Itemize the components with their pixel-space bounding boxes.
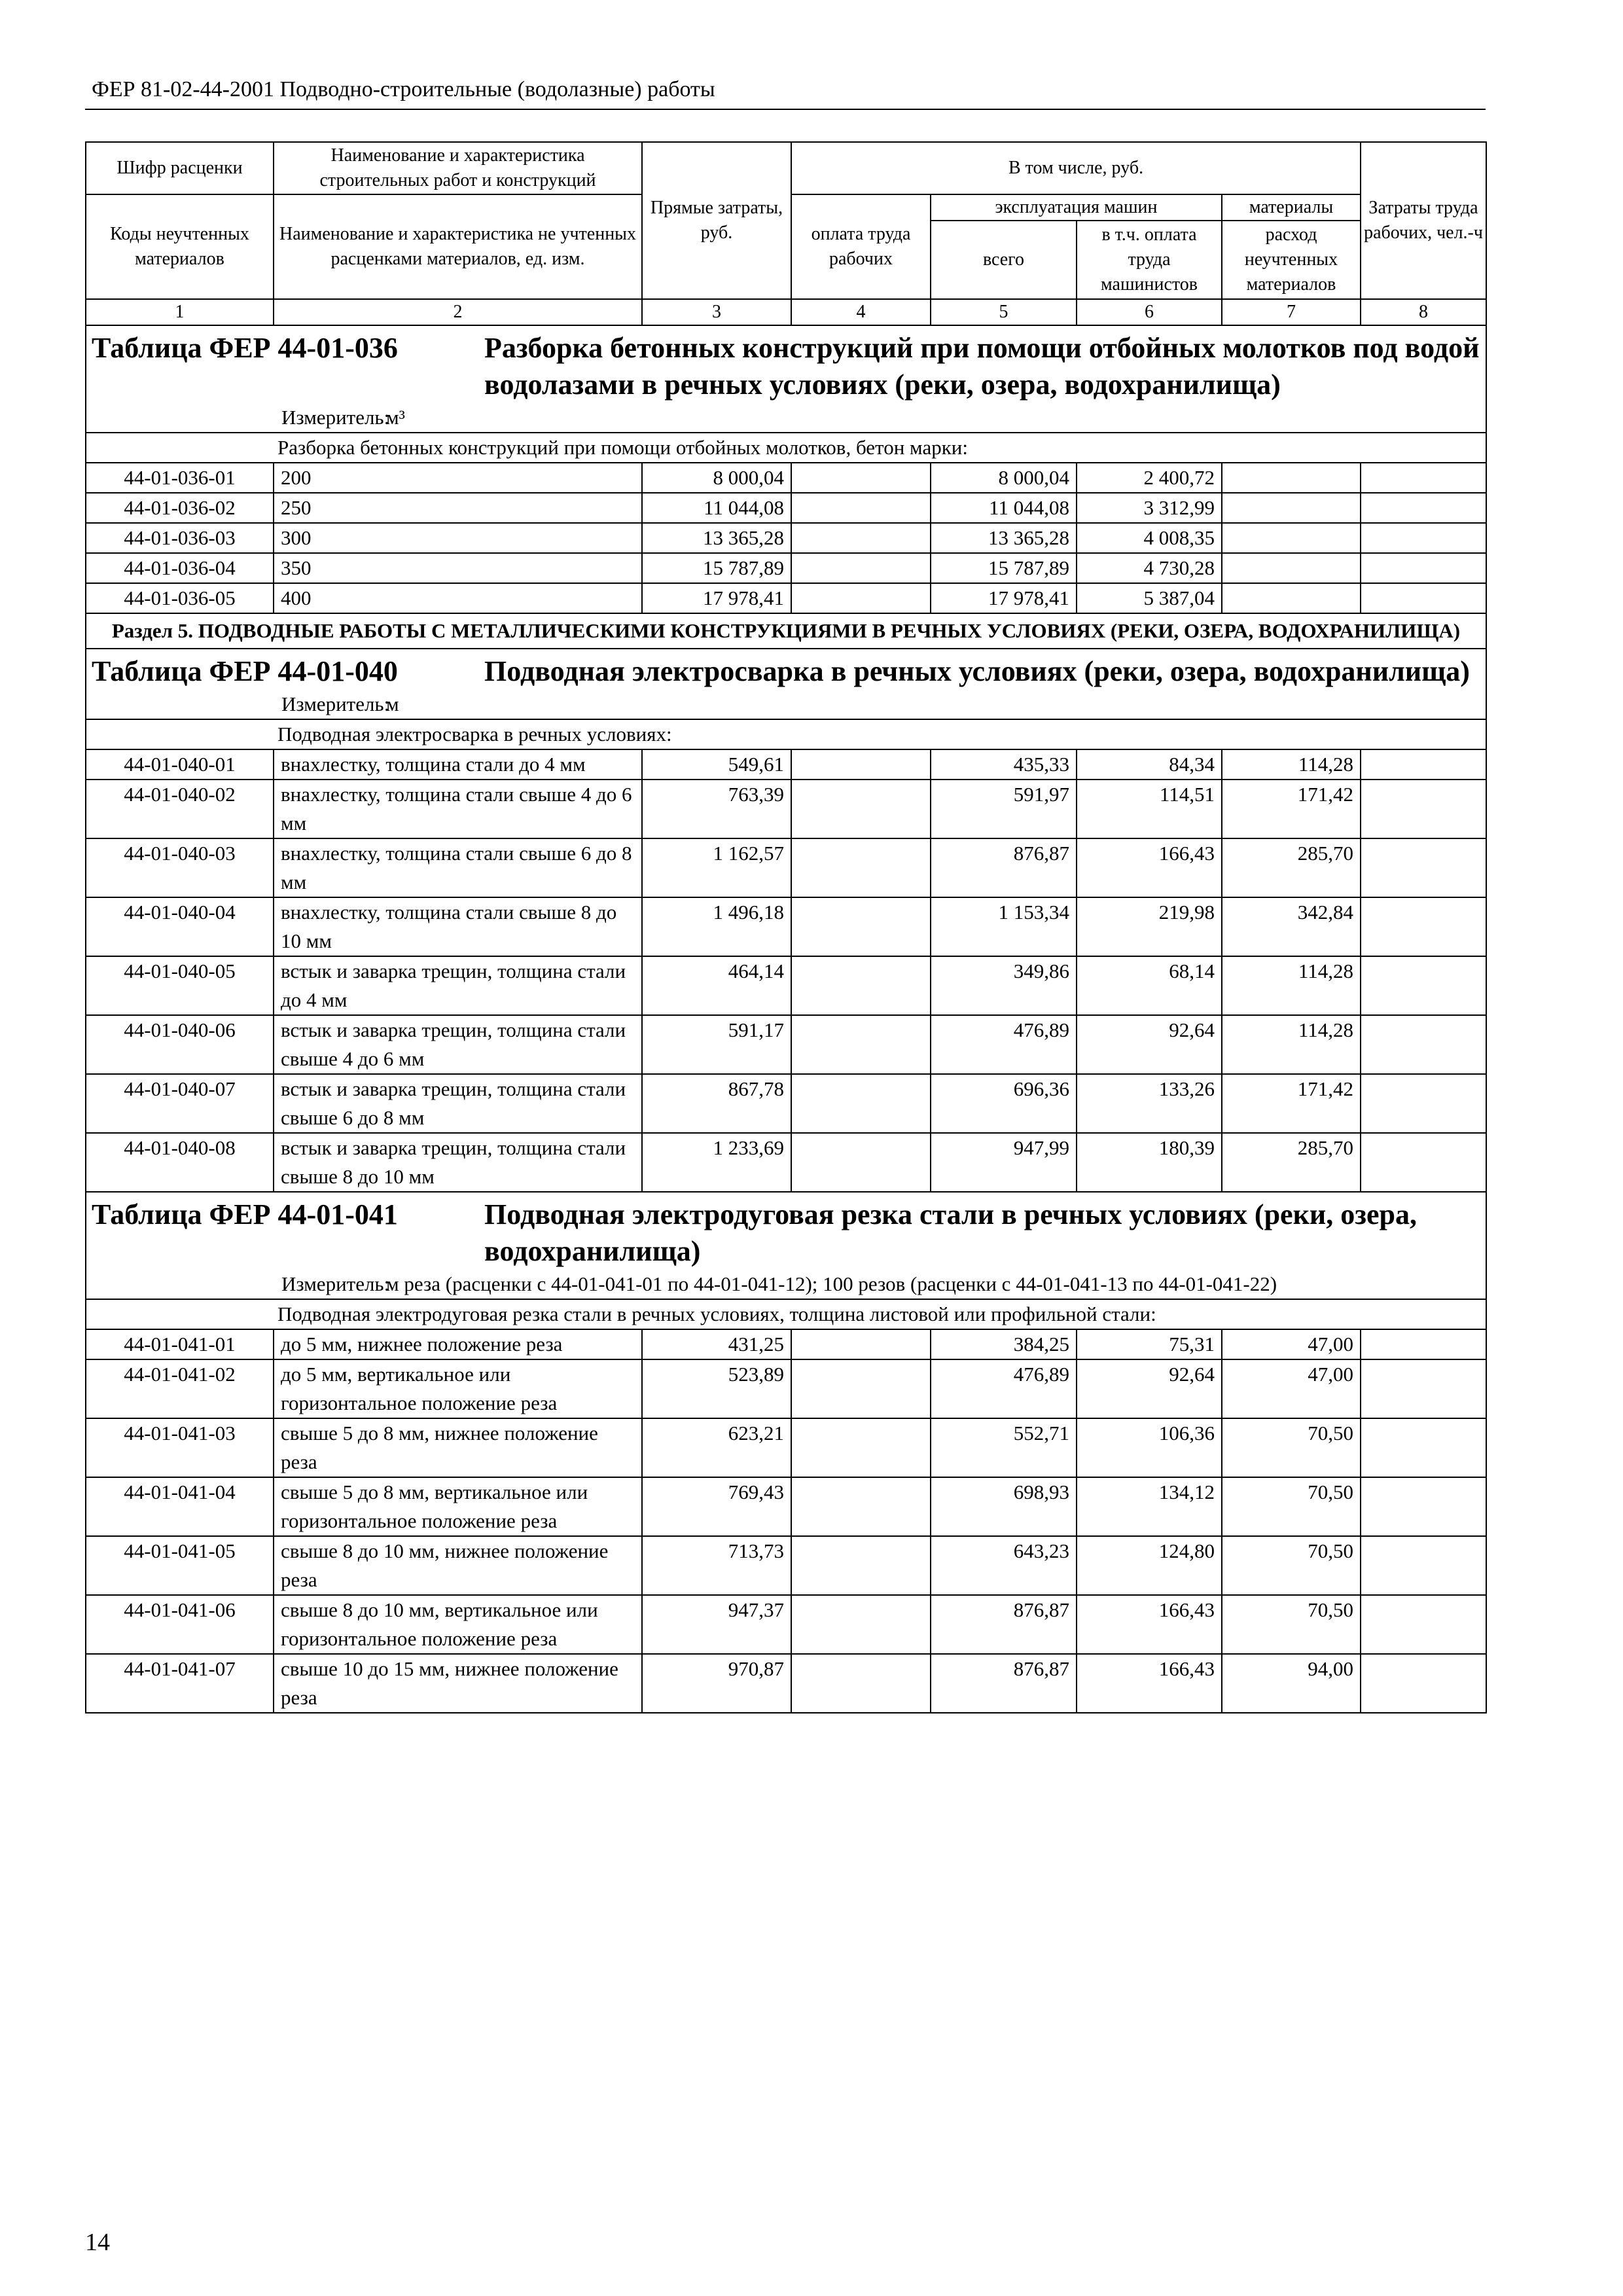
- unit-line: [92, 691, 1480, 717]
- cell-code: 44-01-041-03: [86, 1418, 274, 1477]
- cell-code: 44-01-041-07: [86, 1654, 274, 1713]
- intro-row: [86, 433, 1486, 463]
- cell-machines: 15 787,89: [931, 553, 1077, 583]
- cell-wages: [791, 1133, 931, 1192]
- column-number: 4: [791, 299, 931, 325]
- cell-labor: [1361, 1015, 1486, 1074]
- intro-text: Подводная электросварка в речных условиях:: [86, 719, 1486, 749]
- cell-labor: [1361, 1418, 1486, 1477]
- table-title-row: [86, 649, 1486, 719]
- column-number: 3: [642, 299, 791, 325]
- cell-direct: 1 233,69: [642, 1133, 791, 1192]
- cell-wages: [791, 1074, 931, 1133]
- cell-direct: 17 978,41: [642, 583, 791, 613]
- table-title: [92, 1196, 1480, 1270]
- header-rule: [85, 109, 1486, 110]
- cell-operators: 180,39: [1077, 1133, 1222, 1192]
- cell-operators: 133,26: [1077, 1074, 1222, 1133]
- cell-direct: 523,89: [642, 1359, 791, 1418]
- cell-name: свыше 5 до 8 мм, нижнее положение реза: [274, 1418, 642, 1477]
- cell-operators: 92,64: [1077, 1359, 1222, 1418]
- cell-machines: 476,89: [931, 1015, 1077, 1074]
- cell-name: внахлестку, толщина стали до 4 мм: [274, 749, 642, 780]
- cell-direct: 13 365,28: [642, 523, 791, 553]
- cell-machines: 876,87: [931, 1654, 1077, 1713]
- cell-wages: [791, 583, 931, 613]
- cell-materials: [1222, 523, 1361, 553]
- unit-value: м³: [386, 406, 405, 429]
- cell-code: 44-01-036-01: [86, 463, 274, 493]
- cell-machines: 17 978,41: [931, 583, 1077, 613]
- table-row: [86, 780, 1486, 838]
- table-title-row: [86, 1192, 1486, 1299]
- cell-machines: 476,89: [931, 1359, 1077, 1418]
- cell-name: 300: [274, 523, 642, 553]
- cell-wages: [791, 553, 931, 583]
- table-title: [92, 653, 1480, 690]
- table-row: [86, 1133, 1486, 1192]
- cell-code: 44-01-041-04: [86, 1477, 274, 1536]
- cell-operators: 106,36: [1077, 1418, 1222, 1477]
- cell-labor: [1361, 1359, 1486, 1418]
- cell-name: встык и заварка трещин, толщина стали свыше 6 до 8 мм: [274, 1074, 642, 1133]
- cell-materials: 70,50: [1222, 1418, 1361, 1477]
- table-row: [86, 749, 1486, 780]
- header-col1-bottom: Коды неучтенных материалов: [86, 194, 274, 299]
- cell-wages: [791, 749, 931, 780]
- table-title-row: [86, 325, 1486, 433]
- cell-labor: [1361, 1074, 1486, 1133]
- cell-materials: 114,28: [1222, 1015, 1361, 1074]
- cell-materials: 285,70: [1222, 1133, 1361, 1192]
- cell-code: 44-01-041-05: [86, 1536, 274, 1595]
- cell-direct: 867,78: [642, 1074, 791, 1133]
- unit-label: Измеритель:: [281, 406, 390, 429]
- cell-direct: 947,37: [642, 1595, 791, 1654]
- table-name: Подводная электросварка в речных условиях (реки, озера, водохранилища): [484, 655, 1470, 687]
- cell-labor: [1361, 463, 1486, 493]
- cell-wages: [791, 780, 931, 838]
- cell-operators: 4 730,28: [1077, 553, 1222, 583]
- cell-labor: [1361, 897, 1486, 956]
- cell-materials: [1222, 553, 1361, 583]
- cell-materials: 70,50: [1222, 1477, 1361, 1536]
- table-row: [86, 1359, 1486, 1418]
- cell-direct: 591,17: [642, 1015, 791, 1074]
- header-col3: Прямые затраты, руб.: [642, 142, 791, 299]
- cell-materials: 47,00: [1222, 1329, 1361, 1359]
- cell-machines: 1 153,34: [931, 897, 1077, 956]
- header-col4: оплата труда рабочих: [791, 194, 931, 299]
- cell-machines: 349,86: [931, 956, 1077, 1015]
- cell-labor: [1361, 1133, 1486, 1192]
- cell-operators: 124,80: [1077, 1536, 1222, 1595]
- cell-name: до 5 мм, вертикальное или горизонтальное положение реза: [274, 1359, 642, 1418]
- header-col8: Затраты труда рабочих, чел.-ч: [1361, 142, 1486, 299]
- table-row: [86, 523, 1486, 553]
- cell-machines: 698,93: [931, 1477, 1077, 1536]
- table-row: [86, 1015, 1486, 1074]
- cell-code: 44-01-036-02: [86, 493, 274, 523]
- cell-operators: 4 008,35: [1077, 523, 1222, 553]
- header-col2-bottom: Наименование и характеристика не учтенных расценками материалов, ед. изм.: [274, 194, 642, 299]
- intro-text: Разборка бетонных конструкций при помощи отбойных молотков, бетон марки:: [86, 433, 1486, 463]
- table-name: Разборка бетонных конструкций при помощи отбойных молотков под водой водолазами в речных условиях (реки, озера, водохранилища): [484, 332, 1480, 401]
- cell-materials: 70,50: [1222, 1595, 1361, 1654]
- table-row: [86, 897, 1486, 956]
- cell-direct: 763,39: [642, 780, 791, 838]
- intro-row: [86, 719, 1486, 749]
- section-heading-row: [86, 613, 1486, 649]
- cell-direct: 549,61: [642, 749, 791, 780]
- table-row: [86, 1477, 1486, 1536]
- cell-materials: 171,42: [1222, 780, 1361, 838]
- cell-operators: 75,31: [1077, 1329, 1222, 1359]
- table-row: [86, 583, 1486, 613]
- table-code: Таблица ФЕР 44-01-041: [92, 1198, 398, 1230]
- intro-text: Подводная электродуговая резка стали в речных условиях, толщина листовой или профильной стали:: [86, 1299, 1486, 1329]
- cell-labor: [1361, 1654, 1486, 1713]
- cell-labor: [1361, 1536, 1486, 1595]
- cell-operators: 166,43: [1077, 1654, 1222, 1713]
- table-row: [86, 1536, 1486, 1595]
- cell-materials: 70,50: [1222, 1536, 1361, 1595]
- cell-name: 350: [274, 553, 642, 583]
- cell-wages: [791, 1536, 931, 1595]
- cell-machines: 8 000,04: [931, 463, 1077, 493]
- cell-name: 250: [274, 493, 642, 523]
- cell-operators: 166,43: [1077, 838, 1222, 897]
- cell-code: 44-01-040-04: [86, 897, 274, 956]
- cell-code: 44-01-040-05: [86, 956, 274, 1015]
- column-number: 2: [274, 299, 642, 325]
- price-table: [85, 141, 1487, 1713]
- cell-code: 44-01-041-06: [86, 1595, 274, 1654]
- cell-labor: [1361, 553, 1486, 583]
- cell-wages: [791, 463, 931, 493]
- cell-materials: [1222, 583, 1361, 613]
- page-number: 14: [85, 2229, 110, 2256]
- unit-label: Измеритель:: [281, 1272, 390, 1295]
- cell-materials: 114,28: [1222, 956, 1361, 1015]
- column-number: 5: [931, 299, 1077, 325]
- unit-line: [92, 404, 1480, 431]
- cell-machines: 876,87: [931, 1595, 1077, 1654]
- cell-code: 44-01-040-03: [86, 838, 274, 897]
- cell-wages: [791, 1329, 931, 1359]
- column-number: 8: [1361, 299, 1486, 325]
- cell-machines: 13 365,28: [931, 523, 1077, 553]
- cell-direct: 769,43: [642, 1477, 791, 1536]
- cell-operators: 3 312,99: [1077, 493, 1222, 523]
- header-materials: материалы: [1222, 194, 1361, 221]
- cell-direct: 970,87: [642, 1654, 791, 1713]
- cell-materials: 94,00: [1222, 1654, 1361, 1713]
- cell-name: встык и заварка трещин, толщина стали до 4 мм: [274, 956, 642, 1015]
- table-row: [86, 493, 1486, 523]
- cell-machines: 591,97: [931, 780, 1077, 838]
- cell-direct: 1 496,18: [642, 897, 791, 956]
- cell-wages: [791, 1015, 931, 1074]
- table-code: Таблица ФЕР 44-01-040: [92, 655, 398, 687]
- cell-direct: 11 044,08: [642, 493, 791, 523]
- table-row: [86, 463, 1486, 493]
- cell-name: свыше 5 до 8 мм, вертикальное или горизонтальное положение реза: [274, 1477, 642, 1536]
- cell-operators: 166,43: [1077, 1595, 1222, 1654]
- cell-labor: [1361, 838, 1486, 897]
- cell-wages: [791, 1359, 931, 1418]
- cell-wages: [791, 956, 931, 1015]
- cell-materials: 171,42: [1222, 1074, 1361, 1133]
- table-row: [86, 838, 1486, 897]
- header-machines: эксплуатация машин: [931, 194, 1222, 221]
- cell-wages: [791, 493, 931, 523]
- cell-machines: 384,25: [931, 1329, 1077, 1359]
- unit-label: Измеритель:: [281, 692, 390, 715]
- cell-wages: [791, 1654, 931, 1713]
- cell-machines: 696,36: [931, 1074, 1077, 1133]
- column-number: 1: [86, 299, 274, 325]
- cell-machines: 435,33: [931, 749, 1077, 780]
- column-number: 6: [1077, 299, 1222, 325]
- cell-operators: 92,64: [1077, 1015, 1222, 1074]
- table-row: [86, 1329, 1486, 1359]
- cell-materials: 47,00: [1222, 1359, 1361, 1418]
- cell-machines: 552,71: [931, 1418, 1077, 1477]
- header-col7: расход неучтенных материалов: [1222, 221, 1361, 299]
- section-heading: Раздел 5. ПОДВОДНЫЕ РАБОТЫ С МЕТАЛЛИЧЕСКИМИ КОНСТРУКЦИЯМИ В РЕЧНЫХ УСЛОВИЯХ (РЕКИ, ОЗЕРА, ВОДОХРАНИЛИЩА): [86, 613, 1486, 649]
- table-row: [86, 1654, 1486, 1713]
- cell-name: внахлестку, толщина стали свыше 8 до 10 мм: [274, 897, 642, 956]
- cell-direct: 431,25: [642, 1329, 791, 1359]
- cell-name: 400: [274, 583, 642, 613]
- table-title: [92, 330, 1480, 403]
- header-col5: всего: [931, 221, 1077, 299]
- table-code: Таблица ФЕР 44-01-036: [92, 332, 398, 364]
- cell-code: 44-01-036-05: [86, 583, 274, 613]
- cell-code: 44-01-036-04: [86, 553, 274, 583]
- cell-wages: [791, 523, 931, 553]
- cell-operators: 2 400,72: [1077, 463, 1222, 493]
- cell-materials: 285,70: [1222, 838, 1361, 897]
- cell-materials: [1222, 463, 1361, 493]
- cell-labor: [1361, 493, 1486, 523]
- table-row: [86, 553, 1486, 583]
- cell-code: 44-01-040-07: [86, 1074, 274, 1133]
- cell-machines: 11 044,08: [931, 493, 1077, 523]
- cell-operators: 219,98: [1077, 897, 1222, 956]
- cell-labor: [1361, 956, 1486, 1015]
- intro-row: [86, 1299, 1486, 1329]
- unit-line: [92, 1271, 1480, 1297]
- cell-name: внахлестку, толщина стали свыше 6 до 8 мм: [274, 838, 642, 897]
- cell-labor: [1361, 1595, 1486, 1654]
- cell-code: 44-01-041-02: [86, 1359, 274, 1418]
- cell-materials: [1222, 493, 1361, 523]
- cell-name: свыше 8 до 10 мм, нижнее положение реза: [274, 1536, 642, 1595]
- cell-labor: [1361, 749, 1486, 780]
- cell-labor: [1361, 523, 1486, 553]
- cell-wages: [791, 838, 931, 897]
- cell-direct: 623,21: [642, 1418, 791, 1477]
- cell-code: 44-01-041-01: [86, 1329, 274, 1359]
- column-number: 7: [1222, 299, 1361, 325]
- cell-name: встык и заварка трещин, толщина стали свыше 8 до 10 мм: [274, 1133, 642, 1192]
- cell-operators: 114,51: [1077, 780, 1222, 838]
- table-name: Подводная электродуговая резка стали в речных условиях (реки, озера, водохранилища): [484, 1198, 1417, 1267]
- cell-materials: 114,28: [1222, 749, 1361, 780]
- cell-direct: 15 787,89: [642, 553, 791, 583]
- cell-code: 44-01-040-08: [86, 1133, 274, 1192]
- cell-machines: 947,99: [931, 1133, 1077, 1192]
- cell-operators: 68,14: [1077, 956, 1222, 1015]
- cell-materials: 342,84: [1222, 897, 1361, 956]
- cell-name: встык и заварка трещин, толщина стали свыше 4 до 6 мм: [274, 1015, 642, 1074]
- cell-name: свыше 10 до 15 мм, нижнее положение реза: [274, 1654, 642, 1713]
- cell-code: 44-01-040-01: [86, 749, 274, 780]
- table-row: [86, 1074, 1486, 1133]
- table-row: [86, 1418, 1486, 1477]
- cell-direct: 8 000,04: [642, 463, 791, 493]
- cell-name: 200: [274, 463, 642, 493]
- header-col6: в т.ч. оплата труда машинистов: [1077, 221, 1222, 299]
- header-group: В том числе, руб.: [791, 142, 1361, 194]
- table-row: [86, 1595, 1486, 1654]
- cell-name: внахлестку, толщина стали свыше 4 до 6 мм: [274, 780, 642, 838]
- cell-wages: [791, 897, 931, 956]
- cell-wages: [791, 1477, 931, 1536]
- cell-name: до 5 мм, нижнее положение реза: [274, 1329, 642, 1359]
- unit-value: м реза (расценки с 44-01-041-01 по 44-01-041-12); 100 резов (расценки с 44-01-041-13 по 44-01-041-22): [386, 1272, 1277, 1295]
- cell-operators: 84,34: [1077, 749, 1222, 780]
- header-col1-top: Шифр расценки: [86, 142, 274, 194]
- cell-direct: 713,73: [642, 1536, 791, 1595]
- cell-direct: 1 162,57: [642, 838, 791, 897]
- cell-wages: [791, 1418, 931, 1477]
- unit-value: м: [386, 692, 399, 715]
- cell-machines: 643,23: [931, 1536, 1077, 1595]
- cell-labor: [1361, 780, 1486, 838]
- header-col2-top: Наименование и характеристика строительных работ и конструкций: [274, 142, 642, 194]
- cell-operators: 5 387,04: [1077, 583, 1222, 613]
- cell-machines: 876,87: [931, 838, 1077, 897]
- cell-name: свыше 8 до 10 мм, вертикальное или горизонтальное положение реза: [274, 1595, 642, 1654]
- cell-wages: [791, 1595, 931, 1654]
- cell-operators: 134,12: [1077, 1477, 1222, 1536]
- cell-labor: [1361, 1329, 1486, 1359]
- cell-direct: 464,14: [642, 956, 791, 1015]
- cell-code: 44-01-040-06: [86, 1015, 274, 1074]
- table-body: [86, 142, 1486, 1713]
- cell-labor: [1361, 583, 1486, 613]
- running-header: ФЕР 81-02-44-2001 Подводно-строительные (водолазные) работы: [92, 77, 715, 101]
- cell-code: 44-01-040-02: [86, 780, 274, 838]
- table-row: [86, 956, 1486, 1015]
- cell-code: 44-01-036-03: [86, 523, 274, 553]
- cell-labor: [1361, 1477, 1486, 1536]
